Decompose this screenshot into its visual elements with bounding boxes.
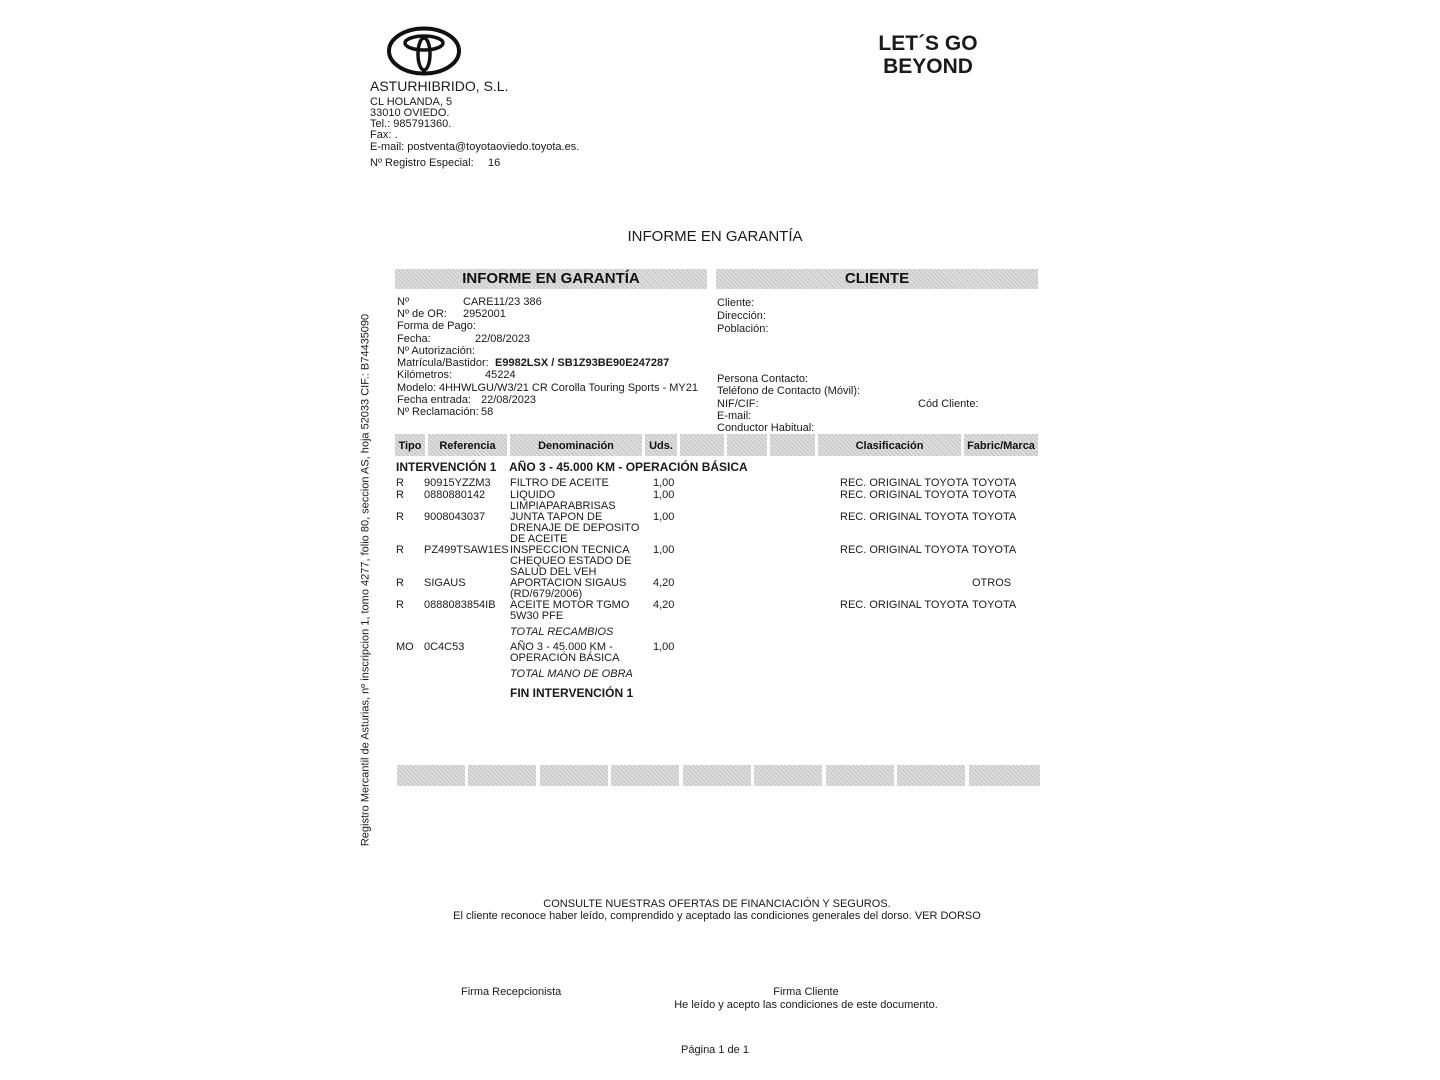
row-6-denominacion: ACEITE MOTOR TGMO 5W30 PFE <box>510 599 630 622</box>
forma-pago-label: Forma de Pago: <box>397 320 476 332</box>
firma-recepcionista: Firma Recepcionista <box>461 986 562 998</box>
document-title: INFORME EN GARANTÍA <box>627 228 803 245</box>
modelo-value: 4HHWLGU/W3/21 CR Corolla Touring Sports - MY21 <box>439 382 698 394</box>
row-3-tipo: R <box>396 511 404 523</box>
poblacion-label: Población: <box>717 323 769 335</box>
firma-cliente-note: He leído y acepto las condiciones de este documento. <box>674 999 938 1011</box>
header-blank-3 <box>770 434 815 456</box>
reclamacion-value: 58 <box>481 406 494 418</box>
row-1-clasificacion: REC. ORIGINAL TOYOTA <box>840 477 969 489</box>
totals-cell-2 <box>468 765 536 786</box>
header-clasificacion: Clasificación <box>818 434 961 456</box>
telefono-label: Teléfono de Contacto (Móvil): <box>717 385 861 397</box>
registro-value: 16 <box>488 157 501 169</box>
header-blank-1 <box>680 434 724 456</box>
row-4-denominacion: INSPECCION TECNICA CHEQUEO ESTADO DE SALUD DEL VEH <box>510 544 632 578</box>
fecha-label: Fecha: <box>397 333 431 345</box>
row-2-tipo: R <box>396 489 404 501</box>
matricula-value: E9982LSX / SB1Z93BE90E247287 <box>495 357 670 369</box>
or-value: 2952001 <box>463 308 506 320</box>
total-recambios: TOTAL RECAMBIOS <box>510 626 614 638</box>
autorizacion-label: Nº Autorización: <box>397 345 475 357</box>
km-label: Kilómetros: <box>397 369 453 381</box>
header-uds: Uds. <box>645 434 677 456</box>
totals-cell-1 <box>397 765 465 786</box>
row-5-tipo: R <box>396 577 404 589</box>
company-phone: Tel.: 985791360. <box>370 118 452 130</box>
row-1-uds: 1,00 <box>653 477 675 489</box>
row-6-uds: 4,20 <box>653 599 675 611</box>
totals-cell-5 <box>683 765 751 786</box>
row-1-tipo: R <box>396 477 404 489</box>
header-denominacion: Denominación <box>510 434 642 456</box>
row-5-denominacion: APORTACION SIGAUS (RD/679/2006) <box>510 577 627 600</box>
fecha-entrada-label: Fecha entrada: <box>397 394 471 406</box>
row-5-marca: OTROS <box>972 577 1012 589</box>
total-mano-obra: TOTAL MANO DE OBRA <box>510 668 633 680</box>
condiciones-text: El cliente reconoce haber leído, comprendido y aceptado las condiciones generales del dorso. VER DORSO <box>453 910 981 922</box>
header-blank-2 <box>727 434 767 456</box>
registro-label: Nº Registro Especial: <box>370 157 474 169</box>
km-value: 45224 <box>485 369 516 381</box>
row-6-tipo: R <box>396 599 404 611</box>
slogan <box>860 32 996 78</box>
row-1-marca: TOYOTA <box>972 477 1017 489</box>
cliente-band: CLIENTE <box>716 269 1038 289</box>
row-4-clasificacion: REC. ORIGINAL TOYOTA <box>840 544 969 556</box>
slogan-line2: BEYOND <box>883 55 973 78</box>
page-number: Página 1 de 1 <box>681 1044 749 1056</box>
row-5-referencia: SIGAUS <box>424 577 466 589</box>
matricula-label: Matrícula/Bastidor: <box>397 357 489 369</box>
persona-contacto-label: Persona Contacto: <box>717 373 809 385</box>
company-address-line1: CL HOLANDA, 5 <box>370 96 453 108</box>
mo-denominacion: AÑO 3 - 45.000 KM - OPERACIÓN BÁSICA <box>510 641 620 664</box>
registro-mercantil-side-text: Registro Mercantil de Asturias, nº inscripcion 1, tomo 4277, folio 80, seccion AS, hoja 52033 CIF.: B74435090 <box>359 313 372 847</box>
mo-referencia: 0C4C53 <box>424 641 465 653</box>
company-email: E-mail: postventa@toyotaoviedo.toyota.es. <box>370 141 580 153</box>
cliente-label: Cliente: <box>717 297 755 309</box>
totals-cell-6 <box>754 765 822 786</box>
firma-cliente: Firma Cliente <box>773 986 839 998</box>
reclamacion-label: Nº Reclamación: <box>397 406 479 418</box>
toyota-logo-icon <box>386 26 462 76</box>
totals-cell-4 <box>611 765 679 786</box>
row-3-marca: TOYOTA <box>972 511 1017 523</box>
totals-cell-9 <box>969 765 1040 786</box>
row-6-referencia: 0888083854IB <box>424 599 496 611</box>
row-1-referencia: 90915YZZM3 <box>424 477 491 489</box>
consulte-ofertas: CONSULTE NUESTRAS OFERTAS DE FINANCIACIÓN Y SEGUROS. <box>543 898 891 910</box>
header-referencia: Referencia <box>428 434 507 456</box>
fin-intervencion: FIN INTERVENCIÓN 1 <box>510 686 634 700</box>
informe-band: INFORME EN GARANTÍA <box>395 269 707 289</box>
header-tipo: Tipo <box>395 434 425 456</box>
row-5-uds: 4,20 <box>653 577 675 589</box>
intervencion-title: AÑO 3 - 45.000 KM - OPERACIÓN BÁSICA <box>509 460 748 474</box>
row-4-uds: 1,00 <box>653 544 675 556</box>
row-2-marca: TOYOTA <box>972 489 1017 501</box>
conductor-label: Conductor Habitual: <box>717 422 815 434</box>
mo-uds: 1,00 <box>653 641 675 653</box>
direccion-label: Dirección: <box>717 310 766 322</box>
row-2-uds: 1,00 <box>653 489 675 501</box>
email-label: E-mail: <box>717 410 752 422</box>
row-6-clasificacion: REC. ORIGINAL TOYOTA <box>840 599 969 611</box>
company-address-line2: 33010 OVIEDO. <box>370 107 450 119</box>
modelo-label: Modelo: <box>397 382 437 394</box>
company-name: ASTURHIBRIDO, S.L. <box>370 78 509 94</box>
slogan-line1: LET´S GO <box>878 32 978 55</box>
row-2-referencia: 0880880142 <box>424 489 486 501</box>
row-4-marca: TOYOTA <box>972 544 1017 556</box>
intervencion-label: INTERVENCIÓN 1 <box>396 460 497 474</box>
row-1-denominacion: FILTRO DE ACEITE <box>510 477 609 489</box>
row-2-clasificacion: REC. ORIGINAL TOYOTA <box>840 489 969 501</box>
cod-cliente-label: Cód Cliente: <box>918 398 979 410</box>
row-3-uds: 1,00 <box>653 511 675 523</box>
row-6-marca: TOYOTA <box>972 599 1017 611</box>
or-label: Nº de OR: <box>397 308 447 320</box>
totals-cell-3 <box>540 765 608 786</box>
no-value: CARE11/23 386 <box>463 296 542 308</box>
fecha-entrada-value: 22/08/2023 <box>481 394 537 406</box>
fecha-value: 22/08/2023 <box>475 333 531 345</box>
row-3-referencia: 9008043037 <box>424 511 486 523</box>
totals-cell-8 <box>897 765 965 786</box>
row-3-denominacion: JUNTA TAPON DE DRENAJE DE DEPOSITO DE ACEITE <box>510 511 640 545</box>
row-4-tipo: R <box>396 544 404 556</box>
row-3-clasificacion: REC. ORIGINAL TOYOTA <box>840 511 969 523</box>
row-4-referencia: PZ499TSAW1ES <box>424 544 509 556</box>
totals-cell-7 <box>826 765 894 786</box>
mo-tipo: MO <box>396 641 414 653</box>
nif-label: NIF/CIF: <box>717 398 759 410</box>
header-fabric-marca: Fabric/Marca <box>964 434 1038 456</box>
no-label: Nº <box>397 296 409 308</box>
row-2-denominacion: LIQUIDO LIMPIAPARABRISAS <box>510 489 616 512</box>
company-fax: Fax: . <box>370 129 398 141</box>
